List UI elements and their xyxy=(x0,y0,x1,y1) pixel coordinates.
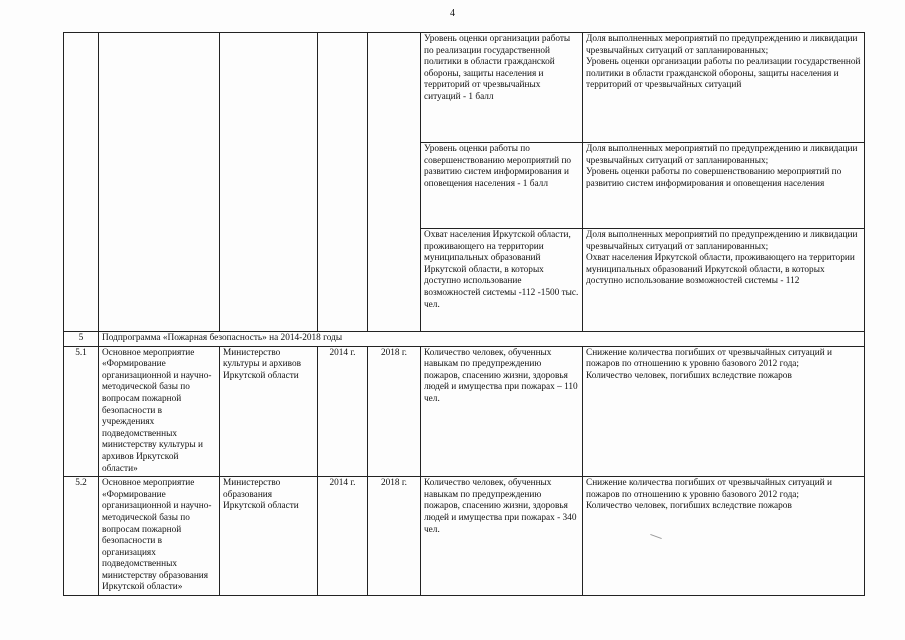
result-cell: Доля выполненных мероприятий по предупреждению и ликвидации чрезвычайных ситуаций от запланированных; Уровень оценки работы по совершенствованию мероприятий по развитию систем информирования и оповещения населения xyxy=(583,143,865,229)
activity-name: Основное мероприятие «Формирование организационной и научно-методической базы по вопросам пожарной безопасности в учреждениях подведомственных министерству культуры и архивов Иркутской области» xyxy=(99,346,220,477)
activity-name: Основное мероприятие «Формирование организационной и научно-методической базы по вопросам пожарной безопасности в организациях подведомственных министерству образования Иркутской области» xyxy=(99,477,220,596)
activity-executor: Министерство образования Иркутской области xyxy=(220,477,318,596)
activity-start: 2014 г. xyxy=(318,346,368,477)
activity-number: 5.2 xyxy=(64,477,99,596)
activity-end: 2018 г. xyxy=(368,477,421,596)
subprogram-row xyxy=(64,332,865,347)
indicator-cell: Уровень оценки работы по совершенствованию мероприятий по развитию систем информирования и оповещения населения - 1 балл xyxy=(421,143,583,229)
activity-start: 2014 г. xyxy=(318,477,368,596)
activity-end: 2018 г. xyxy=(368,346,421,477)
indicator-cell: Уровень оценки организации работы по реализации государственной политики в области гражданской обороны, защиты населения и территорий от чрезвычайных ситуаций - 1 балл xyxy=(421,33,583,143)
activity-executor: Министерство культуры и архивов Иркутской области xyxy=(220,346,318,477)
empty-cell xyxy=(318,33,368,332)
activity-result: Снижение количества погибших от чрезвычайных ситуаций и пожаров по отношению к уровню базового 2012 года; Количество человек, погибших вследствие пожаров xyxy=(583,477,865,596)
subprogram-number: 5 xyxy=(64,332,99,347)
activity-number: 5.1 xyxy=(64,346,99,477)
page-number: 4 xyxy=(450,8,455,19)
empty-cell xyxy=(99,33,220,332)
table-row xyxy=(64,346,865,477)
program-table xyxy=(63,32,865,596)
table-row xyxy=(64,33,865,143)
indicator-cell: Охват населения Иркутской области, проживающего на территории муниципальных образований Иркутской области, в которых доступно использование возможностей системы -112 -1500 тыс. чел. xyxy=(421,229,583,332)
activity-result: Снижение количества погибших от чрезвычайных ситуаций и пожаров по отношению к уровню базового 2012 года; Количество человек, погибших вследствие пожаров xyxy=(583,346,865,477)
activity-indicator: Количество человек, обученных навыкам по предупреждению пожаров, спасению жизни, здоровья людей и имущества при пожарах – 110 чел. xyxy=(421,346,583,477)
result-cell: Доля выполненных мероприятий по предупреждению и ликвидации чрезвычайных ситуаций от запланированных; Уровень оценки организации работы по реализации государственной политики в области гражданской обороны, защиты населения и территорий от чрезвычайных ситуаций xyxy=(583,33,865,143)
result-cell: Доля выполненных мероприятий по предупреждению и ликвидации чрезвычайных ситуаций от запланированных; Охват населения Иркутской области, проживающего на территории муниципальных образований Иркутской области, в которых доступно использование возможностей системы - 112 xyxy=(583,229,865,332)
empty-cell xyxy=(64,33,99,332)
empty-cell xyxy=(368,33,421,332)
activity-indicator: Количество человек, обученных навыкам по предупреждению пожаров, спасению жизни, здоровья людей и имущества при пожарах - 340 чел. xyxy=(421,477,583,596)
table-row xyxy=(64,477,865,596)
empty-cell xyxy=(220,33,318,332)
subprogram-title: Подпрограмма «Пожарная безопасность» на 2014-2018 годы xyxy=(99,332,865,347)
